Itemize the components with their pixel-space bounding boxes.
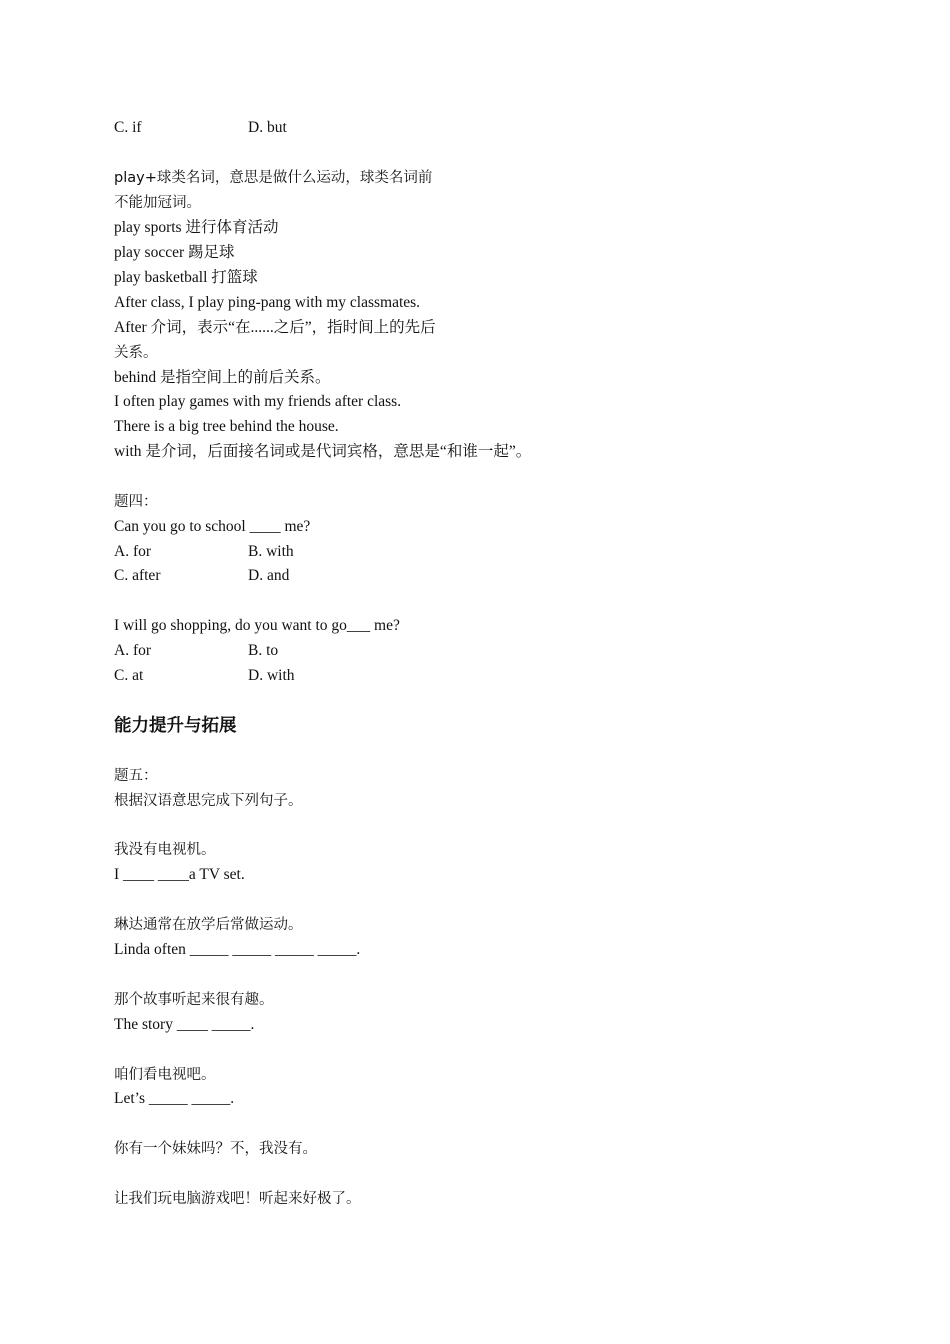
note-play-rule-line2: 不能加冠词。 xyxy=(114,195,201,211)
q4-title: 题四： xyxy=(114,494,158,510)
note-after-example: After class, I play ping-pang with my classmates. xyxy=(114,294,421,311)
q5-sentence-5-chinese: 你有一个妹妹吗？不，我没有。 xyxy=(114,1141,317,1157)
q4-question-2: I will go shopping, do you want to go___ me? xyxy=(114,617,400,634)
q3-option-c: C. if xyxy=(114,119,142,136)
note-behind-rule: behind 是指空间上的前后关系。 xyxy=(114,369,331,386)
q5-instruction: 根据汉语意思完成下列句子。 xyxy=(114,793,303,809)
q4-question-1: Can you go to school ____ me? xyxy=(114,518,311,535)
q4-q2-option-b: B. to xyxy=(248,642,279,659)
note-play-basketball: play basketball 打篮球 xyxy=(114,269,258,286)
note-after-rule-line1: After 介词，表示“在......之后”，指时间上的先后 xyxy=(114,319,436,336)
q5-sentence-1-english: I ____ ____a TV set. xyxy=(114,866,245,883)
q4-q2-option-d: D. with xyxy=(248,667,295,684)
q4-q2-option-a: A. for xyxy=(114,642,152,659)
q5-sentence-4-english: Let’s _____ _____. xyxy=(114,1090,235,1107)
q5-sentence-1-chinese: 我没有电视机。 xyxy=(114,842,216,858)
note-play-rule-line1: play+球类名词，意思是做什么运动，球类名词前 xyxy=(114,170,433,186)
q5-sentence-2-english: Linda often _____ _____ _____ _____. xyxy=(114,941,361,958)
q5-sentence-3-english: The story ____ _____. xyxy=(114,1016,255,1033)
note-play-soccer: play soccer 踢足球 xyxy=(114,244,235,261)
q4-q1-option-b: B. with xyxy=(248,543,294,560)
q5-sentence-3-chinese: 那个故事听起来很有趣。 xyxy=(114,992,274,1008)
q5-sentence-4-chinese: 咱们看电视吧。 xyxy=(114,1067,216,1083)
q3-option-d: D. but xyxy=(248,119,287,136)
note-with-rule: with 是介词，后面接名词或是代词宾格，意思是“和谁一起”。 xyxy=(114,443,532,460)
q4-q1-option-d: D. and xyxy=(248,567,290,584)
q5-title: 题五： xyxy=(114,768,158,784)
section-heading: 能力提升与拓展 xyxy=(114,716,237,736)
note-with-example: I often play games with my friends after class. xyxy=(114,393,402,410)
q4-q2-option-c: C. at xyxy=(114,667,144,684)
q5-sentence-2-chinese: 琳达通常在放学后常做运动。 xyxy=(114,917,303,933)
q5-sentence-6-chinese: 让我们玩电脑游戏吧！听起来好极了。 xyxy=(114,1191,361,1207)
note-behind-example: There is a big tree behind the house. xyxy=(114,418,339,435)
note-play-sports: play sports 进行体育活动 xyxy=(114,219,279,236)
q4-q1-option-a: A. for xyxy=(114,543,152,560)
note-after-rule-line2: 关系。 xyxy=(114,345,158,361)
q4-q1-option-c: C. after xyxy=(114,567,161,584)
